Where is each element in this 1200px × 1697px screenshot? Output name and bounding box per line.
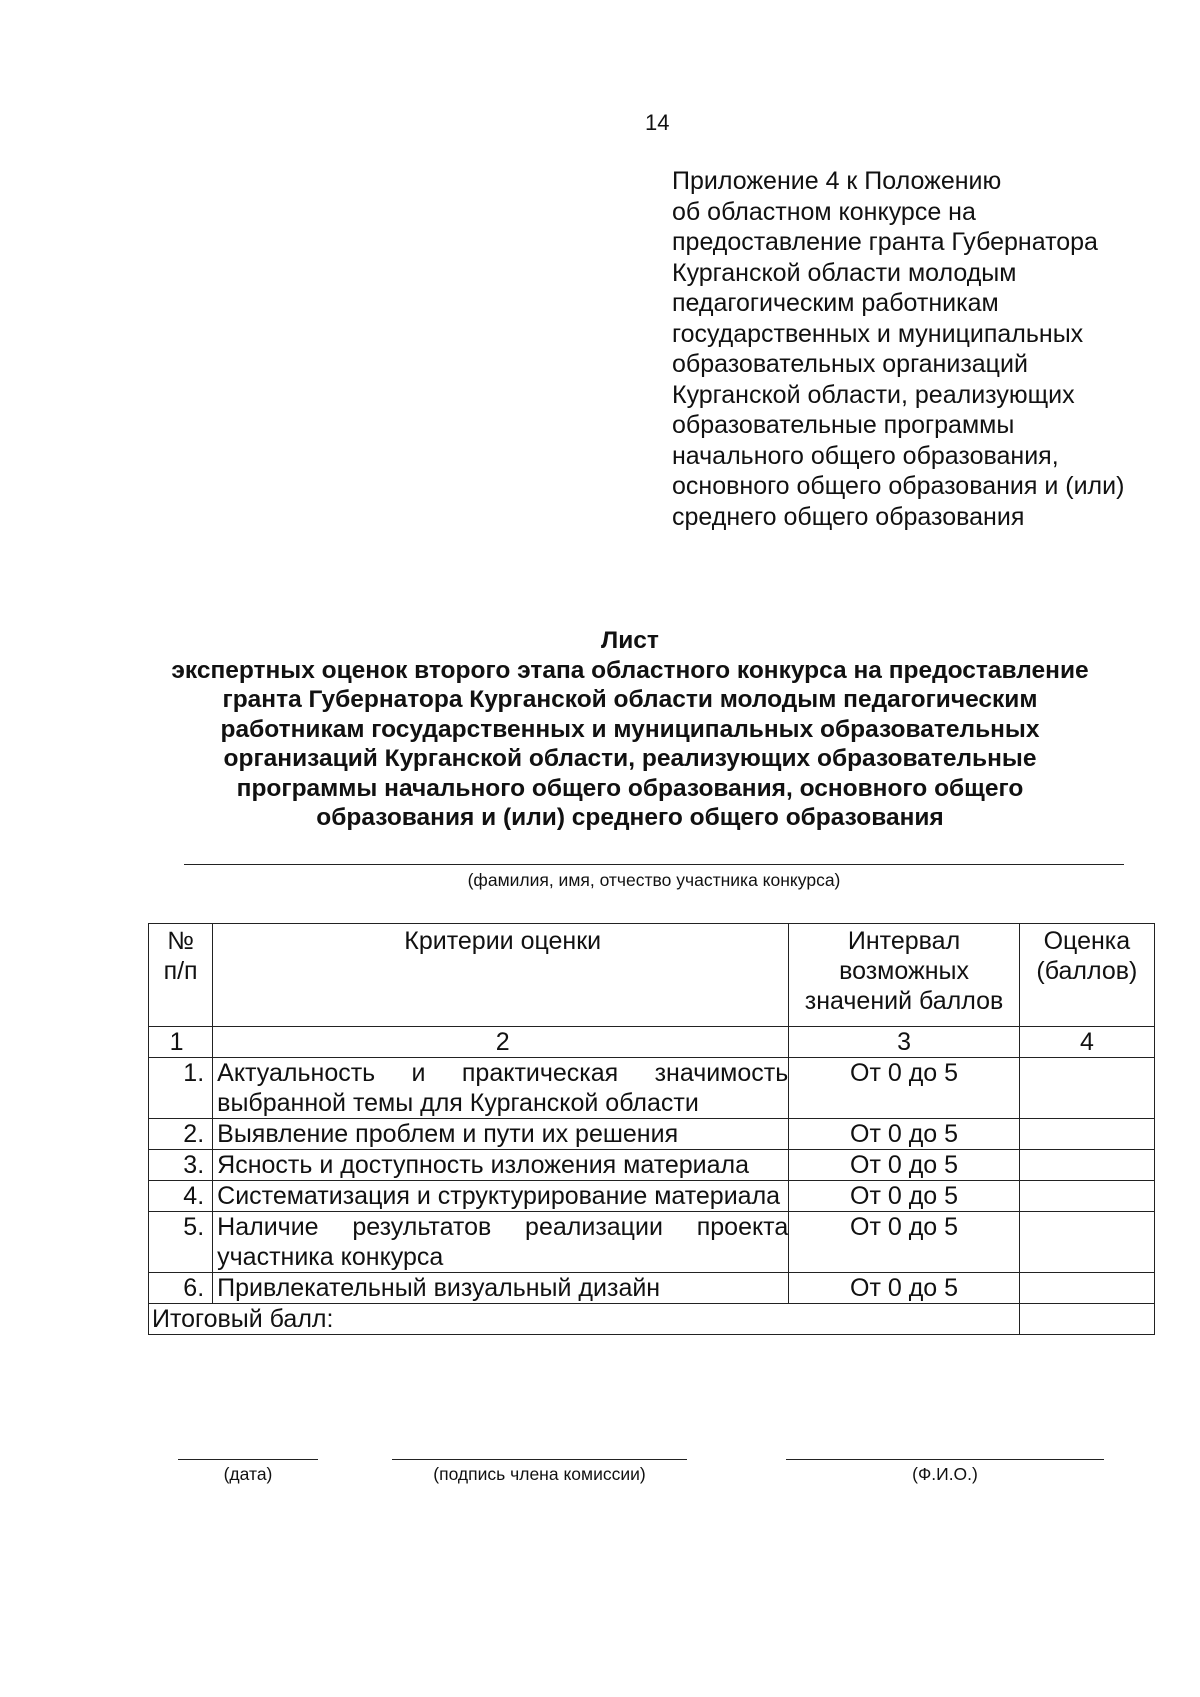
row-interval: От 0 до 5	[789, 1212, 1020, 1273]
row-num: 5.	[149, 1212, 213, 1273]
document-title	[130, 626, 1130, 833]
row-criteria-text: Выявление проблем и пути их решения	[217, 1120, 679, 1148]
appendix-line: предоставление гранта Губернатора	[672, 228, 1098, 256]
signature-line	[392, 1459, 687, 1460]
header-num-line: п/п	[163, 957, 198, 985]
total-value[interactable]	[1019, 1304, 1154, 1335]
header-interval-line: возможных	[839, 957, 969, 985]
appendix-line: образовательные программы	[672, 411, 1015, 439]
header-score-line: Оценка	[1043, 927, 1131, 955]
row-score[interactable]	[1019, 1181, 1154, 1212]
row-num: 3.	[149, 1150, 213, 1181]
row-criteria-text: Привлекательный визуальный дизайн	[217, 1274, 661, 1302]
row-criteria	[213, 1273, 789, 1304]
row-score[interactable]	[1019, 1119, 1154, 1150]
participant-name-line	[184, 864, 1124, 865]
row-interval: От 0 до 5	[789, 1150, 1020, 1181]
row-interval: От 0 до 5	[789, 1058, 1020, 1119]
appendix-line: основного общего образования и (или)	[672, 472, 1125, 500]
title-line: гранта Губернатора Курганской области молодым педагогическим	[222, 686, 1038, 713]
title-line: программы начального общего образования, основного общего	[236, 774, 1024, 802]
row-criteria-text: Ясность и доступность изложения материала	[217, 1151, 750, 1179]
column-number: 3	[789, 1027, 1020, 1058]
date-line	[178, 1459, 318, 1460]
table-row	[149, 1150, 1155, 1181]
row-criteria-text: Актуальность и практическая значимость выбранной темы для Курганской области	[217, 1059, 789, 1117]
row-score[interactable]	[1019, 1212, 1154, 1273]
appendix-line: начального общего образования,	[672, 441, 1059, 470]
appendix-note	[672, 166, 1172, 532]
header-interval	[789, 924, 1020, 1027]
row-criteria-text: Наличие результатов реализации проекта участника конкурса	[217, 1213, 789, 1271]
header-interval-line: значений баллов	[804, 987, 1004, 1015]
row-criteria-text: Систематизация и структурирование материала	[217, 1182, 781, 1210]
header-score-line: (баллов)	[1036, 957, 1138, 985]
row-criteria	[213, 1181, 789, 1212]
appendix-line: образовательных организаций	[672, 350, 1028, 378]
table-row	[149, 1273, 1155, 1304]
column-number: 1	[149, 1027, 213, 1058]
column-number-row	[149, 1027, 1155, 1058]
table-header-row	[149, 924, 1155, 1027]
title-line: образования и (или) среднего общего образования	[316, 804, 944, 831]
table-row	[149, 1212, 1155, 1273]
title-heading: Лист	[601, 627, 659, 654]
row-num: 2.	[149, 1119, 213, 1150]
header-num	[149, 924, 213, 1027]
row-criteria	[213, 1150, 789, 1181]
appendix-line: государственных и муниципальных	[672, 319, 1084, 348]
row-score[interactable]	[1019, 1058, 1154, 1119]
date-caption: (дата)	[223, 1464, 273, 1484]
appendix-line: среднего общего образования	[672, 502, 1025, 531]
row-score[interactable]	[1019, 1150, 1154, 1181]
title-line: организаций Курганской области, реализующих образовательные	[223, 745, 1037, 772]
header-criteria: Критерии оценки	[213, 924, 789, 1027]
name-line	[786, 1459, 1104, 1460]
total-label: Итоговый балл:	[149, 1304, 1020, 1335]
row-score[interactable]	[1019, 1273, 1154, 1304]
row-num: 1.	[149, 1058, 213, 1119]
name-caption: (Ф.И.О.)	[912, 1464, 978, 1484]
title-line: работникам государственных и муниципальных образовательных	[220, 715, 1040, 743]
table-row	[149, 1119, 1155, 1150]
page-number: 14	[645, 110, 670, 135]
row-interval: От 0 до 5	[789, 1119, 1020, 1150]
row-interval: От 0 до 5	[789, 1181, 1020, 1212]
appendix-line: Курганской области, реализующих	[672, 380, 1075, 409]
total-row	[149, 1304, 1155, 1335]
table-row	[149, 1058, 1155, 1119]
participant-name-caption: (фамилия, имя, отчество участника конкурса)	[467, 870, 841, 890]
row-num: 4.	[149, 1181, 213, 1212]
row-criteria	[213, 1212, 789, 1273]
column-number: 4	[1019, 1027, 1154, 1058]
header-num-line: №	[167, 927, 194, 955]
criteria-table	[148, 923, 1155, 1335]
appendix-line: педагогическим работникам	[672, 289, 999, 317]
appendix-line: Приложение 4 к Положению	[672, 167, 1002, 195]
title-line: экспертных оценок второго этапа областного конкурса на предоставление	[171, 656, 1089, 684]
row-criteria	[213, 1058, 789, 1119]
table-row	[149, 1181, 1155, 1212]
signature-caption: (подпись члена комиссии)	[433, 1464, 646, 1484]
row-interval: От 0 до 5	[789, 1273, 1020, 1304]
column-number: 2	[213, 1027, 789, 1058]
row-num: 6.	[149, 1273, 213, 1304]
header-interval-line: Интервал	[847, 927, 961, 955]
row-criteria	[213, 1119, 789, 1150]
appendix-line: об областном конкурсе на	[672, 197, 976, 226]
header-score	[1019, 924, 1154, 1027]
appendix-line: Курганской области молодым	[672, 258, 1017, 287]
